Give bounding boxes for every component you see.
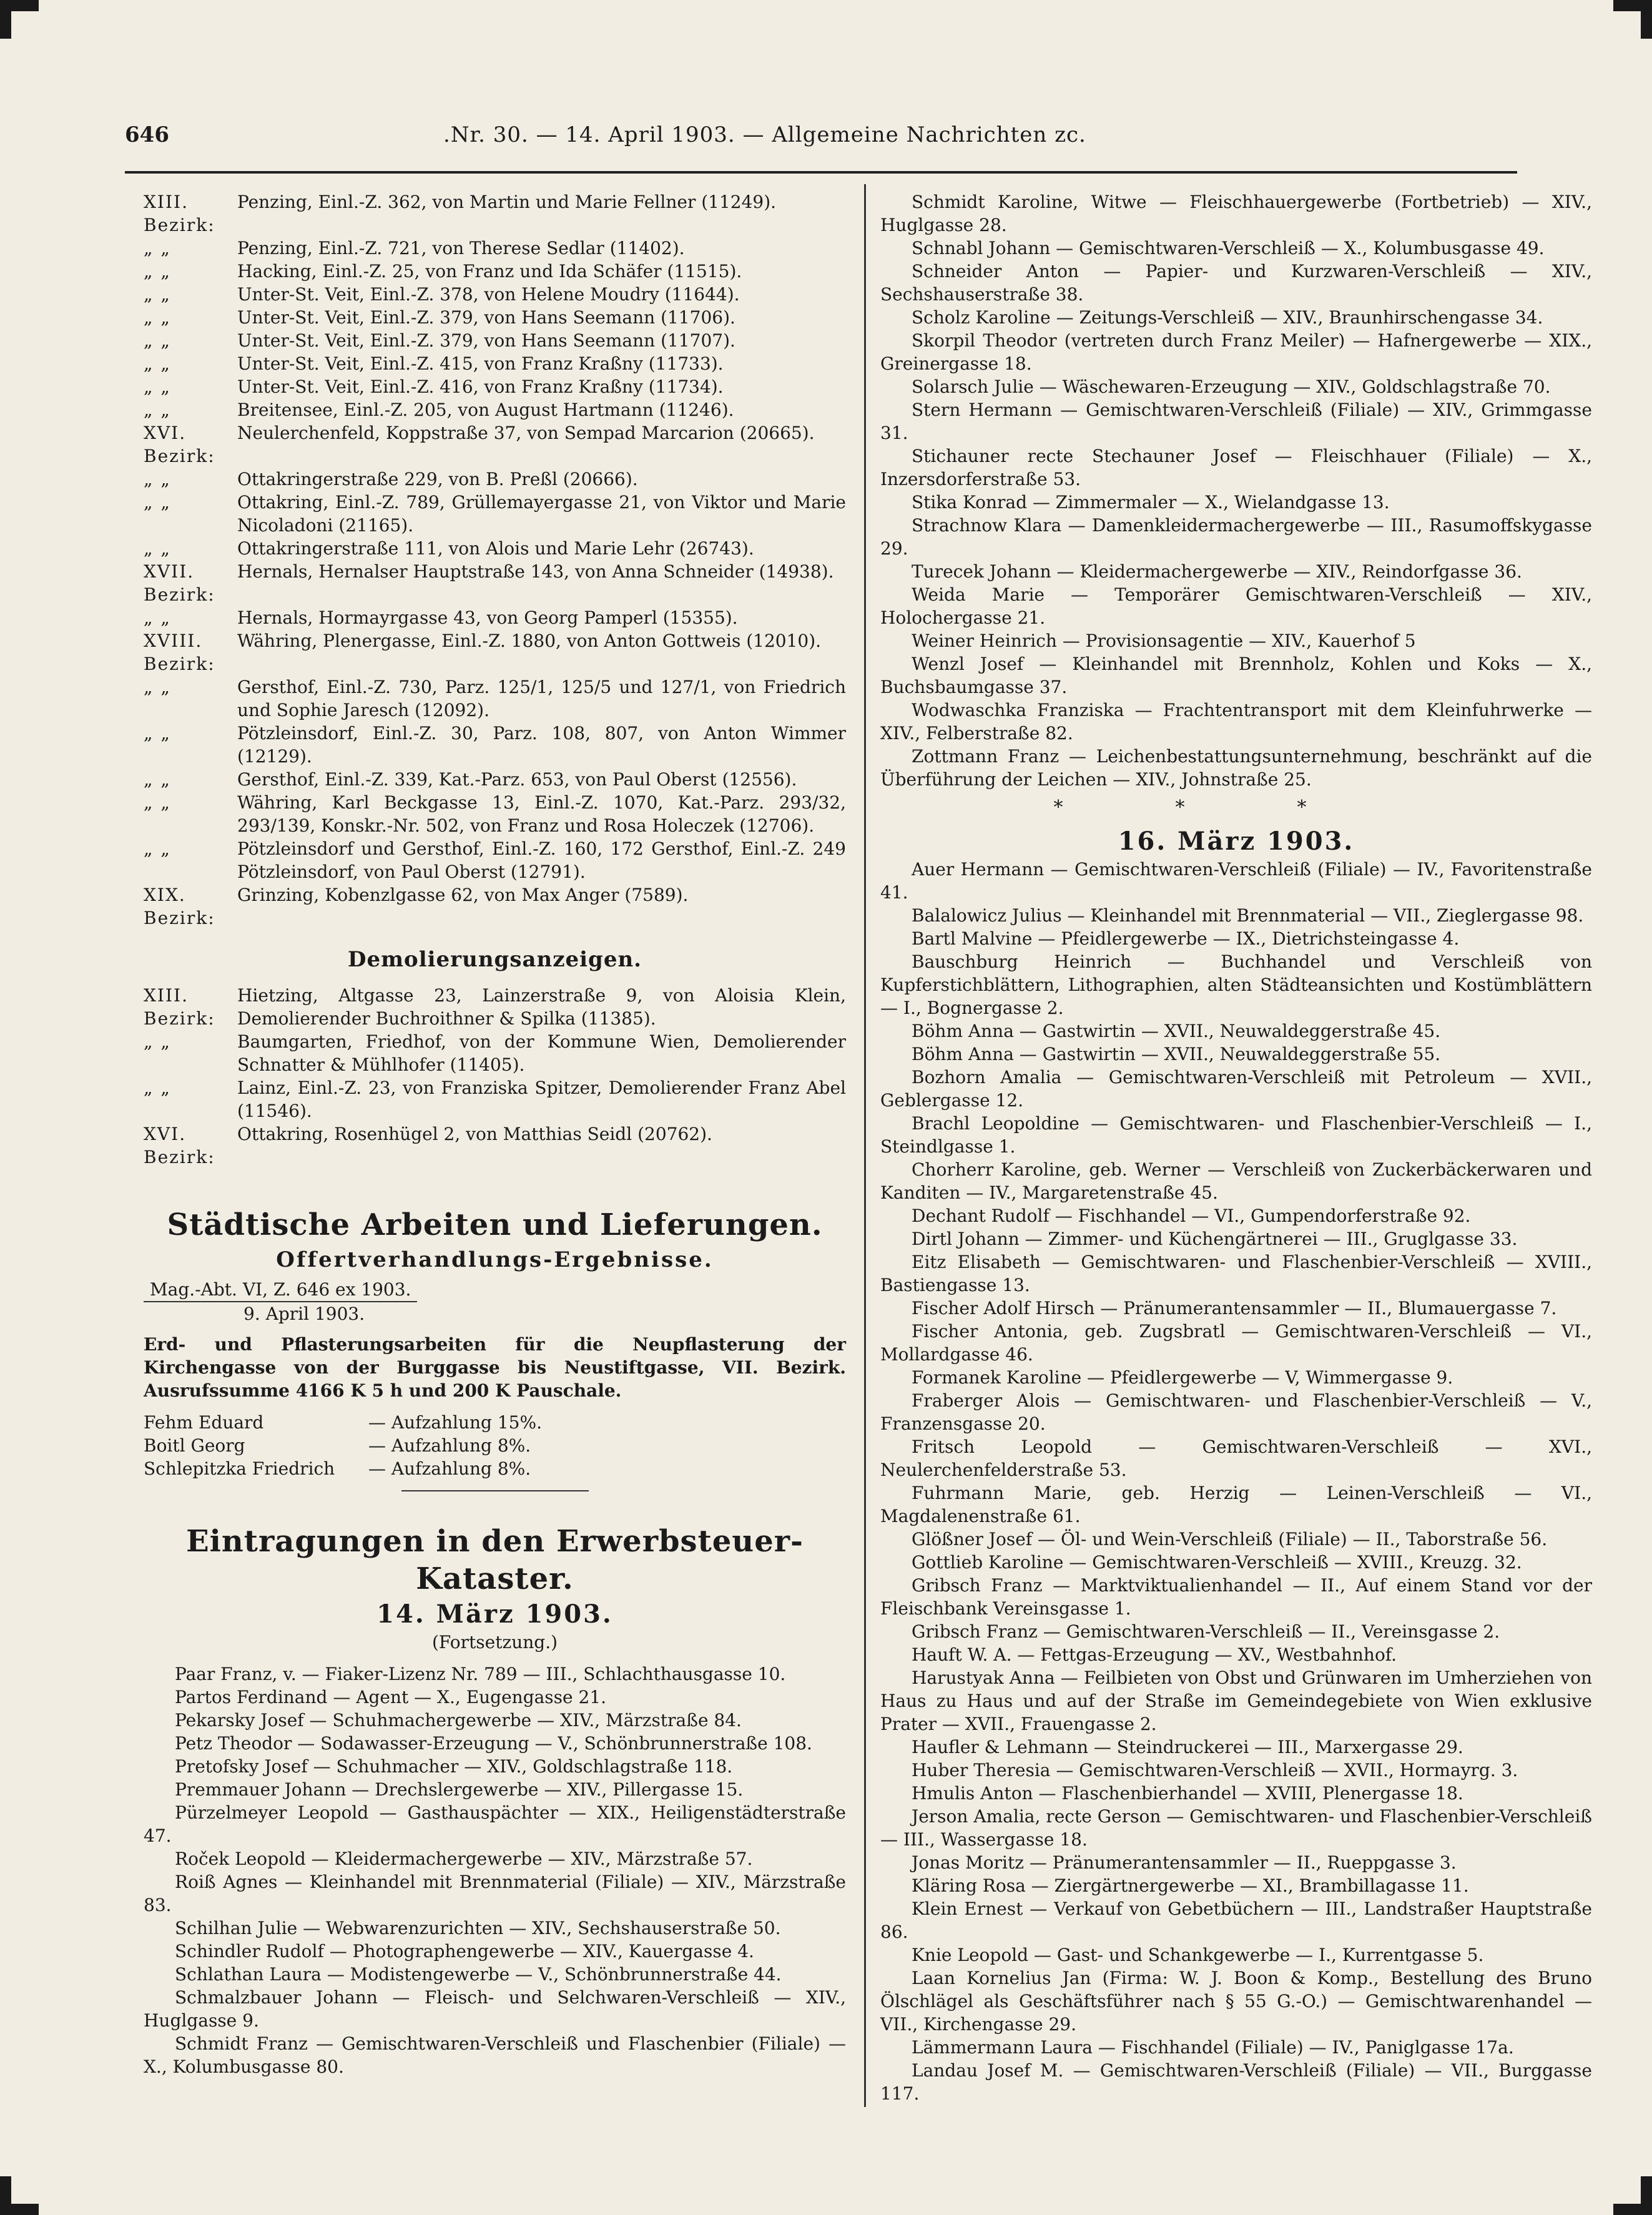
register-entry: Solarsch Julie — Wäschewaren-Erzeugung — XIV., Goldschlagstraße 70. [912, 376, 1551, 397]
district-entry-text: Ottakringerstraße 111, von Alois und Marie Lehr (26743). [237, 538, 754, 559]
march16-date: 16. März 1903. [1118, 827, 1355, 856]
bidder-row [144, 1434, 846, 1457]
tax-entry-list [144, 1662, 846, 2078]
district-entry [144, 629, 846, 675]
register-entry: Lämmermann Laura — Fischhandel (Filiale) — IV., Paniglgasse 17a. [912, 2037, 1514, 2058]
district-entry [144, 606, 846, 629]
bidder-row [144, 1411, 846, 1434]
magistrate-reference: Mag.-Abt. VI, Z. 646 ex 1903. [144, 1278, 417, 1302]
district-entry [144, 768, 846, 791]
register-entry: Schlathan Laura — Modistengewerbe — V., Schönbrunnerstraße 44. [175, 1964, 782, 1985]
district-label: „ „ [144, 469, 171, 489]
district-label: „ „ [144, 1078, 171, 1098]
register-entry: Schneider Anton — Papier- und Kurzwaren-Verschleiß — XIV., Sechshauserstraße 38. [880, 261, 1592, 305]
district-entry-text: Pötzleinsdorf und Gersthof, Einl.-Z. 160, 172 Gersthof, Einl.-Z. 249 Pötzleinsdorf, von Paul Oberst (12791). [237, 838, 846, 882]
district-entry [144, 421, 846, 468]
bidder-name: Fehm Eduard [144, 1412, 264, 1433]
left-column [144, 190, 846, 2078]
district-entry [144, 468, 846, 491]
district-entry-text: Hietzing, Altgasse 23, Lainzerstraße 9, von Aloisia Klein, Demolierender Buchroithner & Spilka (11385). [237, 985, 846, 1029]
column-divider [864, 184, 866, 2107]
continued-note: (Fortsetzung.) [431, 1632, 558, 1653]
district-entry-text: Breitensee, Einl.-Z. 205, von August Hartmann (11246). [237, 400, 734, 420]
bidder-name: Boitl Georg [144, 1435, 245, 1456]
demolition-list [144, 984, 846, 1169]
works-description: Erd- und Pflasterungsarbeiten für die Neupflasterung der Kirchengasse von der Burggasse bis Neustiftgasse, VII. Bezirk. Ausrufssumme 4166 K 5 h und 200 K Pauschale. [144, 1334, 846, 1401]
scan-corner-mark [1613, 2176, 1652, 2215]
district-entry-text: Baumgarten, Friedhof, von der Kommune Wien, Demolierender Schnatter & Mühlhofer (11405). [237, 1031, 846, 1075]
works-date: 9. April 1903. [243, 1304, 365, 1324]
register-entry: Kläring Rosa — Ziergärtnergewerbe — XI., Brambillagasse 11. [912, 1875, 1469, 1896]
district-entry [144, 1030, 846, 1076]
bidder-result: — Aufzahlung 15%. [368, 1412, 542, 1433]
asterism-star: * [1175, 797, 1297, 818]
right-column [880, 190, 1592, 2105]
register-entry: Pürzelmeyer Leopold — Gasthauspächter — XIX., Heiligenstädterstraße 47. [144, 1802, 846, 1846]
asterism-star: * [1297, 797, 1419, 818]
register-entry: Pretofsky Josef — Schuhmacher — XIV., Goldschlagstraße 118. [175, 1756, 733, 1777]
tax-heading: Eintragungen in den Erwerbsteuer-Kataster. [186, 1524, 804, 1596]
district-entry [144, 306, 846, 329]
register-entry: Hauft W. A. — Fettgas-Erzeugung — XV., Westbahnhof. [912, 1644, 1397, 1665]
register-entry: Fritsch Leopold — Gemischtwaren-Verschleiß — XVI., Neulerchenfelderstraße 53. [880, 1437, 1592, 1480]
page-header [125, 122, 1517, 160]
district-label: „ „ [144, 1031, 171, 1052]
district-entry-text: Pötzleinsdorf, Einl.-Z. 30, Parz. 108, 807, von Anton Wimmer (12129). [237, 723, 846, 767]
register-entry: Zottmann Franz — Leichenbestattungsunternehmung, beschränkt auf die Überführung der Leichen — XIV., Johnstraße 25. [880, 746, 1592, 790]
header-rule [125, 171, 1517, 174]
register-entry: Bozhorn Amalia — Gemischtwaren-Verschleiß mit Petroleum — XVII., Geblergasse 12. [880, 1067, 1592, 1111]
district-entry-text: Grinzing, Kobenzlgasse 62, von Max Anger (7589). [237, 885, 689, 905]
works-subheading: Offertverhandlungs-Ergebnisse. [276, 1247, 714, 1272]
district-entry-text: Penzing, Einl.-Z. 721, von Therese Sedlar (11402). [237, 238, 685, 258]
march16-entry-list [880, 858, 1592, 2105]
district-entry-text: Neulerchenfeld, Koppstraße 37, von Sempad Marcarion (20665). [237, 423, 815, 443]
bidder-name: Schlepitzka Friedrich [144, 1458, 335, 1479]
register-entry: Hmulis Anton — Flaschenbierhandel — XVIII, Plenergasse 18. [912, 1783, 1463, 1804]
register-entry: Gribsch Franz — Marktviktualienhandel — II., Auf einem Stand vor der Fleischbank Vereinsgasse 1. [880, 1575, 1592, 1619]
register-entry: Haufler & Lehmann — Steindruckerei — III., Marxergasse 29. [912, 1737, 1463, 1757]
register-entry: Böhm Anna — Gastwirtin — XVII., Neuwaldeggerstraße 55. [912, 1044, 1441, 1064]
district-entry [144, 260, 846, 283]
register-entry: Turecek Johann — Kleidermachergewerbe — XIV., Reindorfgasse 36. [912, 561, 1522, 582]
district-entry [144, 984, 846, 1030]
district-entry [144, 722, 846, 768]
register-entry: Stichauner recte Stechauner Josef — Fleischhauer (Filiale) — X., Inzersdorferstraße 53. [880, 446, 1592, 489]
district-label: „ „ [144, 284, 171, 305]
district-label: XVIII. Bezirk: [144, 631, 215, 674]
register-entry: Dechant Rudolf — Fischhandel — VI., Gumpendorferstraße 92. [912, 1206, 1471, 1226]
district-entry-text: Gersthof, Einl.-Z. 339, Kat.-Parz. 653, von Paul Oberst (12556). [237, 769, 797, 790]
scan-corner-mark [0, 2176, 39, 2215]
district-entry [144, 837, 846, 883]
district-label: „ „ [144, 792, 171, 813]
district-entry [144, 883, 846, 930]
district-entry-text: Gersthof, Einl.-Z. 730, Parz. 125/1, 125/5 und 127/1, von Friedrich und Sophie Jaresch (12092). [237, 677, 846, 720]
demolition-heading: Demolierungsanzeigen. [347, 947, 642, 972]
register-entry: Brachl Leopoldine — Gemischtwaren- und Flaschenbier-Verschleiß — I., Steindlgasse 1. [880, 1113, 1592, 1157]
district-entry [144, 190, 846, 237]
district-entry-text: Hernals, Hormayrgasse 43, von Georg Pamperl (15355). [237, 607, 738, 628]
register-entry: Schindler Rudolf — Photographengewerbe — XIV., Kauergasse 4. [175, 1941, 754, 1962]
register-entry: Jerson Amalia, recte Gerson — Gemischtwaren- und Flaschenbier-Verschleiß — III., Wassergasse 18. [880, 1806, 1592, 1850]
district-entry [144, 352, 846, 375]
register-entry: Fuhrmann Marie, geb. Herzig — Leinen-Verschleiß — VI., Magdalenenstraße 61. [880, 1483, 1592, 1526]
district-entry [144, 791, 846, 837]
register-entry: Schnabl Johann — Gemischtwaren-Verschleiß — X., Kolumbusgasse 49. [912, 238, 1545, 258]
register-entry: Huber Theresia — Gemischtwaren-Verschleiß — XVII., Hormayrg. 3. [912, 1760, 1518, 1780]
register-entry: Schmidt Franz — Gemischtwaren-Verschleiß und Flaschenbier (Filiale) — X., Kolumbusgasse 80. [144, 2033, 846, 2077]
district-entry-text: Unter-St. Veit, Einl.-Z. 416, von Franz Kraßny (11734). [237, 376, 724, 397]
register-entry: Dirtl Johann — Zimmer- und Küchengärtnerei — III., Gruglgasse 33. [912, 1229, 1518, 1249]
district-entry-text: Unter-St. Veit, Einl.-Z. 415, von Franz Kraßny (11733). [237, 353, 724, 374]
district-label: XIII. Bezirk: [144, 192, 215, 235]
register-entry: Klein Ernest — Verkauf von Gebetbüchern — III., Landstraßer Hauptstraße 86. [880, 1898, 1592, 1942]
district-entry-text: Unter-St. Veit, Einl.-Z. 379, von Hans Seemann (11706). [237, 307, 735, 328]
district-label: „ „ [144, 376, 171, 397]
district-label: „ „ [144, 769, 171, 790]
district-entry-text: Penzing, Einl.-Z. 362, von Martin und Marie Fellner (11249). [237, 192, 777, 212]
page-number: 646 [125, 122, 169, 147]
register-entry: Schmalzbauer Johann — Fleisch- und Selchwaren-Verschleiß — XIV., Huglgasse 9. [144, 1987, 846, 2031]
register-entry: Formanek Karoline — Pfeidlergewerbe — V, Wimmergasse 9. [912, 1367, 1453, 1388]
district-entry-text: Unter-St. Veit, Einl.-Z. 378, von Helene Moudry (11644). [237, 284, 740, 305]
district-label: „ „ [144, 492, 171, 513]
district-entry [144, 491, 846, 537]
register-entry: Auer Hermann — Gemischtwaren-Verschleiß (Filiale) — IV., Favoritenstraße 41. [880, 859, 1592, 903]
bidder-result: — Aufzahlung 8%. [368, 1435, 531, 1456]
district-label: XIII. Bezirk: [144, 985, 215, 1029]
register-entry: Glößner Josef — Öl- und Wein-Verschleiß (Filiale) — II., Taborstraße 56. [912, 1529, 1548, 1550]
district-entry-text: Hernals, Hernalser Hauptstraße 143, von Anna Schneider (14938). [237, 561, 834, 582]
register-entry: Schilhan Julie — Webwarenzurichten — XIV., Sechshauserstraße 50. [175, 1918, 781, 1938]
section-rule [401, 1490, 589, 1491]
district-entry-text: Währing, Plenergasse, Einl.-Z. 1880, von Anton Gottweis (12010). [237, 631, 822, 651]
district-entry [144, 398, 846, 421]
district-entry [144, 537, 846, 560]
works-heading: Städtische Arbeiten und Lieferungen. [167, 1207, 823, 1242]
register-entry: Scholz Karoline — Zeitungs-Verschleiß — XIV., Braunhirschengasse 34. [912, 307, 1543, 328]
register-entry: Eitz Elisabeth — Gemischtwaren- und Flaschenbier-Verschleiß — XVIII., Bastiengasse 13. [880, 1252, 1592, 1295]
register-entry: Petz Theodor — Sodawasser-Erzeugung — V., Schönbrunnerstraße 108. [175, 1733, 812, 1754]
district-entry-text: Ottakring, Einl.-Z. 789, Grüllemayergasse 21, von Viktor und Marie Nicoladoni (21165). [237, 492, 846, 536]
register-entry: Knie Leopold — Gast- und Schankgewerbe — I., Kurrentgasse 5. [912, 1945, 1484, 1965]
district-entry [144, 1122, 846, 1169]
register-entry: Stika Konrad — Zimmermaler — X., Wielandgasse 13. [912, 492, 1390, 513]
register-entry: Pekarsky Josef — Schuhmachergewerbe — XIV., Märzstraße 84. [175, 1710, 742, 1731]
bidder-row [144, 1457, 846, 1480]
district-entry [144, 675, 846, 722]
register-entry: Bauschburg Heinrich — Buchhandel und Verschleiß von Kupferstichblättern, Lithographien, alten Städteansichten und Kostümblättern — I., Bognergasse 2. [880, 951, 1592, 1018]
bidder-list [144, 1411, 846, 1480]
tax-date: 14. März 1903. [376, 1599, 613, 1629]
register-entry: Skorpil Theodor (vertreten durch Franz Meiler) — Hafnergewerbe — XIX., Greinergasse 18. [880, 330, 1592, 374]
register-entry: Fraberger Alois — Gemischtwaren- und Flaschenbier-Verschleiß — V., Franzensgasse 20. [880, 1390, 1592, 1434]
register-entry: Landau Josef M. — Gemischtwaren-Verschleiß (Filiale) — VII., Burggasse 117. [880, 2060, 1592, 2104]
district-entry-text: Hacking, Einl.-Z. 25, von Franz und Ida Schäfer (11515). [237, 261, 742, 282]
district-label: XVI. Bezirk: [144, 423, 215, 466]
district-label: XVI. Bezirk: [144, 1124, 215, 1167]
register-entry: Bartl Malvine — Pfeidlergewerbe — IX., Dietrichsteingasse 4. [912, 928, 1460, 949]
district-label: „ „ [144, 723, 171, 744]
register-entry: Schmidt Karoline, Witwe — Fleischhauergewerbe (Fortbetrieb) — XIV., Huglgasse 28. [880, 192, 1592, 235]
asterism-star: * [1053, 797, 1176, 818]
register-entry: Paar Franz, v. — Fiaker-Lizenz Nr. 789 — III., Schlachthausgasse 10. [175, 1664, 786, 1684]
register-entry: Strachnow Klara — Damenkleidermachergewerbe — III., Rasumoffskygasse 29. [880, 515, 1592, 559]
register-entry: Gottlieb Karoline — Gemischtwaren-Verschleiß — XVIII., Kreuzg. 32. [912, 1552, 1522, 1573]
district-label: „ „ [144, 261, 171, 282]
district-entry-text: Lainz, Einl.-Z. 23, von Franziska Spitzer, Demolierender Franz Abel (11546). [237, 1078, 846, 1121]
district-label: „ „ [144, 330, 171, 351]
district-label: „ „ [144, 607, 171, 628]
district-label: „ „ [144, 538, 171, 559]
register-entry: Gribsch Franz — Gemischtwaren-Verschleiß — II., Vereinsgasse 2. [912, 1621, 1500, 1642]
register-entry: Roiß Agnes — Kleinhandel mit Brennmaterial (Filiale) — XIV., Märzstraße 83. [144, 1872, 846, 1915]
register-entry: Böhm Anna — Gastwirtin — XVII., Neuwaldeggerstraße 45. [912, 1021, 1441, 1041]
district-label: XIX. Bezirk: [144, 885, 215, 928]
bidder-result: — Aufzahlung 8%. [368, 1458, 531, 1479]
district-entry-text: Unter-St. Veit, Einl.-Z. 379, von Hans Seemann (11707). [237, 330, 735, 351]
register-entry: Roček Leopold — Kleidermachergewerbe — XIV., Märzstraße 57. [175, 1849, 753, 1869]
register-entry: Premmauer Johann — Drechslergewerbe — XIV., Pillergasse 15. [175, 1779, 744, 1800]
district-entry-text: Währing, Karl Beckgasse 13, Einl.-Z. 1070, Kat.-Parz. 293/32, 293/139, Konskr.-Nr. 502, von Franz und Rosa Holeczek (12706). [237, 792, 846, 836]
register-entry: Fischer Antonia, geb. Zugsbratl — Gemischtwaren-Verschleiß — VI., Mollardgasse 46. [880, 1321, 1592, 1365]
district-entry [144, 560, 846, 606]
register-entry: Stern Hermann — Gemischtwaren-Verschleiß (Filiale) — XIV., Grimmgasse 31. [880, 400, 1592, 443]
register-entry: Fischer Adolf Hirsch — Pränumerantensammler — II., Blumauergasse 7. [912, 1298, 1557, 1319]
register-entry: Weiner Heinrich — Provisionsagentie — XIV., Kauerhof 5 [912, 631, 1416, 651]
register-entry: Jonas Moritz — Pränumerantensammler — II., Rueppgasse 3. [912, 1852, 1457, 1873]
district-entry-text: Ottakring, Rosenhügel 2, von Matthias Seidl (20762). [237, 1124, 712, 1144]
district-label: XVII. Bezirk: [144, 561, 215, 605]
district-label: „ „ [144, 353, 171, 374]
district-label: „ „ [144, 238, 171, 258]
register-entry: Chorherr Karoline, geb. Werner — Verschleiß von Zuckerbäckerwaren und Kanditen — IV., Margaretenstraße 45. [880, 1159, 1592, 1203]
district-label: „ „ [144, 677, 171, 697]
asterism-divider [880, 798, 1592, 817]
district-entry [144, 1076, 846, 1122]
district-label: „ „ [144, 307, 171, 328]
register-entry: Laan Kornelius Jan (Firma: W. J. Boon & Komp., Bestellung des Bruno Ölschlägel als Geschäftsführer nach § 55 G.-O.) — Gemischtwarenhandel — VII., Kirchengasse 29. [880, 1968, 1592, 2035]
building-permits-list [144, 190, 846, 930]
district-entry [144, 329, 846, 352]
register-entry: Partos Ferdinand — Agent — X., Eugengasse 21. [175, 1687, 607, 1707]
running-head: .Nr. 30. — 14. April 1903. — Allgemeine Nachrichten zc. [443, 122, 1086, 147]
register-entry: Wodwaschka Franziska — Frachtentransport mit dem Kleinfuhrwerke — XIV., Felberstraße 82. [880, 700, 1592, 744]
register-entry: Balalowicz Julius — Kleinhandel mit Brennmaterial — VII., Zieglergasse 98. [912, 905, 1584, 926]
district-label: „ „ [144, 838, 171, 859]
district-label: „ „ [144, 400, 171, 420]
register-entry: Weida Marie — Temporärer Gemischtwaren-Verschleiß — XIV., Holochergasse 21. [880, 584, 1592, 628]
scan-corner-mark [0, 0, 39, 39]
district-entry [144, 237, 846, 260]
register-entry: Harustyak Anna — Feilbieten von Obst und Grünwaren im Umherziehen von Haus zu Haus und auf der Straße im Gemeindegebiete von Wien exklusive Prater — XVII., Frauengasse 2. [880, 1667, 1592, 1734]
district-entry-text: Ottakringerstraße 229, von B. Preßl (20666). [237, 469, 638, 489]
district-entry [144, 283, 846, 306]
scan-corner-mark [1613, 0, 1652, 39]
district-entry [144, 375, 846, 398]
register-entry: Wenzl Josef — Kleinhandel mit Brennholz, Kohlen und Koks — X., Buchsbaumgasse 37. [880, 654, 1592, 697]
tax-entry-list-continued [880, 190, 1592, 791]
